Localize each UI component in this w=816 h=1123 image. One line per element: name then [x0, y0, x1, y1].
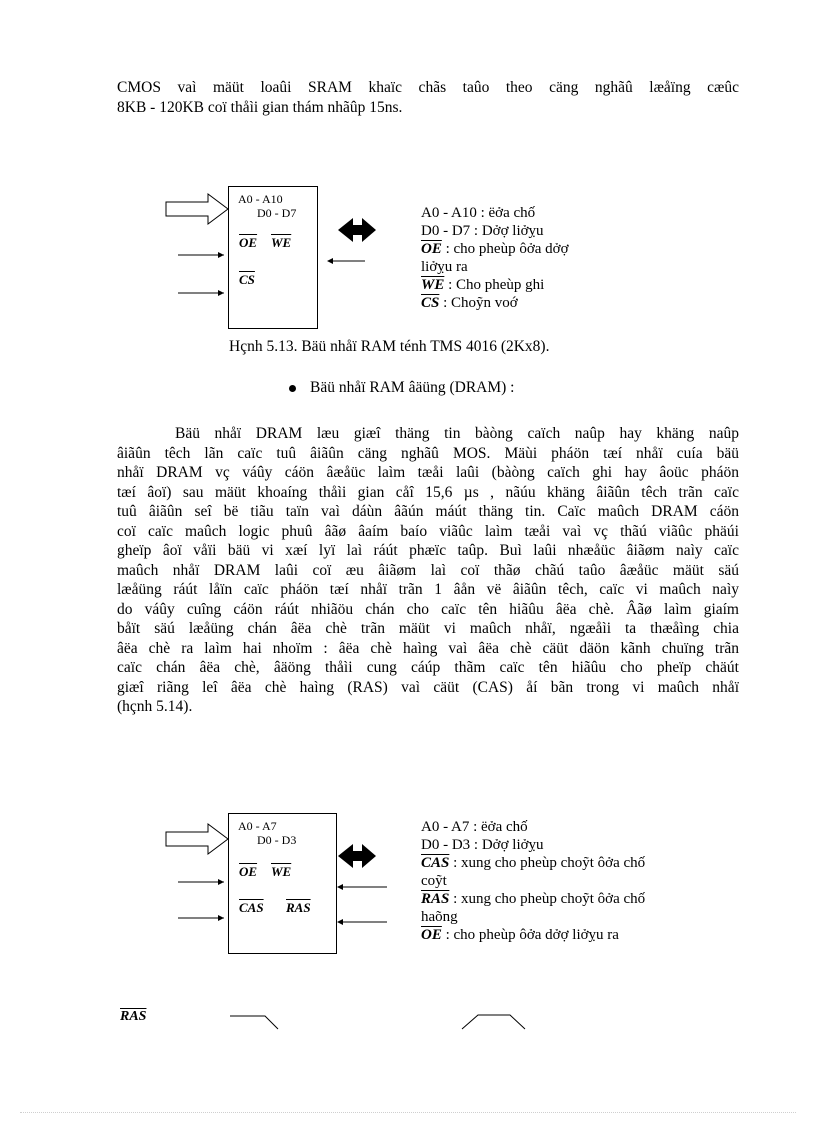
legend1-oe-cont: liởỵu ra — [421, 259, 468, 275]
figure-2-legend — [421, 818, 741, 944]
legend1-oe-desc: : cho pheùp ôởa dởợ — [441, 241, 569, 257]
chip2-address-pins: A0 - A7 — [238, 819, 277, 833]
legend1-we-desc: : Cho pheùp ghi — [444, 277, 545, 293]
legend2-oe-signal: $\overline{OE}$ — [421, 927, 442, 943]
legend2-cas-signal: $\overline{CAS}$ — [421, 855, 450, 871]
legend1-we — [421, 276, 741, 294]
para-line-4: tæí âoï) sau mäüt khoaíng thåìi gian cåî 15,6 µs , nãúu khäng âiãûn têch trãn caïc — [117, 483, 739, 501]
dram-paragraph — [117, 424, 739, 717]
legend1-we-signal: $\overline{WE}$ — [421, 277, 445, 293]
legend1-data: D0 - D7 : Dởợ liởỵu — [421, 223, 544, 239]
para-line-7: gheïp âoï våïi bäü vi xæí lyï laì ráút phæïc taûp. Buì laûi nhæåüc âiãøm naìy caïc — [117, 542, 739, 559]
legend1-cs-signal: $\overline{CS}$ — [421, 295, 440, 311]
chip2-cas-pin: $\overline{CAS}$ — [239, 900, 264, 915]
legend1-cs-desc: : Choỹn voớ — [439, 295, 518, 311]
para-line-13: caïc chán âëa chè, âäöng thåìi cung cáúp thãm caïc tên hiãûu cho pheïp chäút — [117, 659, 739, 676]
chip1-data-pins: D0 - D7 — [257, 206, 297, 220]
para-line-10: do váûy cuîng cáön ráút nhiãöu chán cho caïc tên hiãûu âëa chè. Âãø laìm giaím — [117, 600, 739, 618]
legend2-cas-desc: : xung cho pheùp choỹt ôởa chố — [449, 855, 646, 871]
ras-timing-waveform — [220, 1010, 540, 1034]
para-line-12: âëa chè ra laìm hai nhoïm : âëa chè haìng vaì âëa chè cäüt däön kãnh chuïng trãn — [117, 639, 739, 657]
chip1-oe-pin: $\overline{OE}$ — [239, 235, 258, 250]
intro-paragraph — [117, 78, 739, 117]
para-line-3: nhåï DRAM vç váûy cáön âæåüc laìm tæåi laûi (bàòng caïch ghi hay âoüc pháön — [117, 464, 739, 481]
figure-1-caption: Hçnh 5.13. Bäü nhåï RAM ténh TMS 4016 (2Kx8). — [229, 338, 550, 355]
figure-1-legend — [421, 204, 741, 312]
intro-line-1: CMOS vaì mäüt loaûi SRAM khaïc chãs taûo theo cäng nghãû læåïng cæûc — [117, 79, 739, 96]
para-line-1: Bäü nhåï DRAM læu giæî thäng tin bàòng caïch naûp hay khäng naûp — [175, 425, 739, 442]
bullet-dot-icon — [289, 385, 296, 392]
chip1-cs-pin: $\overline{CS}$ — [239, 272, 255, 287]
we-arrowhead-icon — [327, 258, 333, 264]
legend1-address: A0 - A10 : ëởa chố — [421, 205, 536, 221]
dram-chip-block — [228, 813, 337, 954]
data-bus-arrow-icon — [338, 218, 376, 242]
para-line-8: maûch nhåï DRAM laûi coï æu âiãøm laì coï thãø chãú taûo âæåüc mäüt säú — [117, 561, 739, 579]
legend2-cas-cont: coỹt — [421, 873, 447, 889]
chip2-we-pin: $\overline{WE}$ — [271, 864, 292, 879]
intro-line-2: 8KB - 120KB coï thåìi gian thám nhãûp 15ns. — [117, 98, 403, 116]
para-line-6: coï caïc maûch logic phuû âãø âaím baío viãûc laìm tæåi vaì vç thãú viãûc phäúi — [117, 522, 739, 540]
cs-arrowhead-icon — [218, 290, 224, 296]
oe-arrowhead-icon — [218, 252, 224, 258]
legend2-ras-desc: : xung cho pheùp choỹt ôởa chố — [449, 891, 646, 907]
para-line-11: båït säú læåüng chán âëa chè trãn mäüt vi maûch nhåï, ngæåìi ta thæåìng chia — [117, 620, 739, 637]
para-line-5: tuû âiãûn seî bë tiãu taïn vaì dáùn âãún máút thäng tin. Caïc maûch DRAM cáön — [117, 503, 739, 520]
legend2-ras — [421, 890, 741, 908]
para-line-15: (hçnh 5.14). — [117, 698, 193, 715]
legend2-ras-signal: $\overline{RAS}$ — [421, 891, 450, 907]
address-input-arrow-icon — [166, 194, 228, 224]
legend2-oe-desc: : cho pheùp ôởa dởợ liởỵu ra — [441, 927, 619, 943]
we-arrowhead-2-icon — [337, 884, 343, 890]
ras-arrowhead-icon — [337, 919, 343, 925]
legend2-cas — [421, 854, 741, 872]
legend1-oe — [421, 240, 741, 258]
sram-chip-block — [228, 186, 318, 329]
legend2-data: D0 - D3 : Dởợ liởỵu — [421, 837, 544, 853]
dram-bullet-text: Bäü nhåï RAM âäüng (DRAM) : — [310, 379, 515, 396]
para-line-9: læåüng ráút låïn caïc pháön tæí nhåï trãn 1 âån vë âiãûn têch, caïc vi maûch naìy — [117, 581, 739, 598]
legend1-cs — [421, 294, 741, 312]
page-footer-divider — [20, 1112, 796, 1113]
chip2-oe-pin: $\overline{OE}$ — [239, 864, 258, 879]
legend2-ras-cont: haõng — [421, 909, 458, 925]
oe-arrowhead-2-icon — [218, 879, 224, 885]
chip2-ras-pin: $\overline{RAS}$ — [286, 900, 311, 915]
address-input-arrow-2-icon — [166, 824, 228, 854]
ras-falling-edge — [230, 1016, 278, 1029]
ras-rising-edge — [462, 1015, 525, 1029]
chip1-address-pins: A0 - A10 — [238, 192, 283, 206]
timing-ras-label: $\overline{RAS}$ — [120, 1009, 147, 1024]
data-bus-arrow-2-icon — [338, 844, 376, 868]
legend2-oe — [421, 926, 741, 944]
chip1-we-pin: $\overline{WE}$ — [271, 235, 292, 250]
para-line-2: âiãûn têch lãn caïc tuû âiãûn cäng nghãû MOS. Mäùi pháön tæí nhåï cuía bäü — [117, 444, 739, 462]
cas-arrowhead-icon — [218, 915, 224, 921]
dram-bullet — [289, 379, 515, 397]
chip2-data-pins: D0 - D3 — [257, 833, 297, 847]
legend1-oe-signal: $\overline{OE}$ — [421, 241, 442, 257]
para-line-14: giæî riãng leî âëa chè haìng (RAS) vaì cäüt (CAS) åí bãn trong vi maûch nhåï — [117, 678, 739, 696]
legend2-address: A0 - A7 : ëởa chố — [421, 819, 528, 835]
